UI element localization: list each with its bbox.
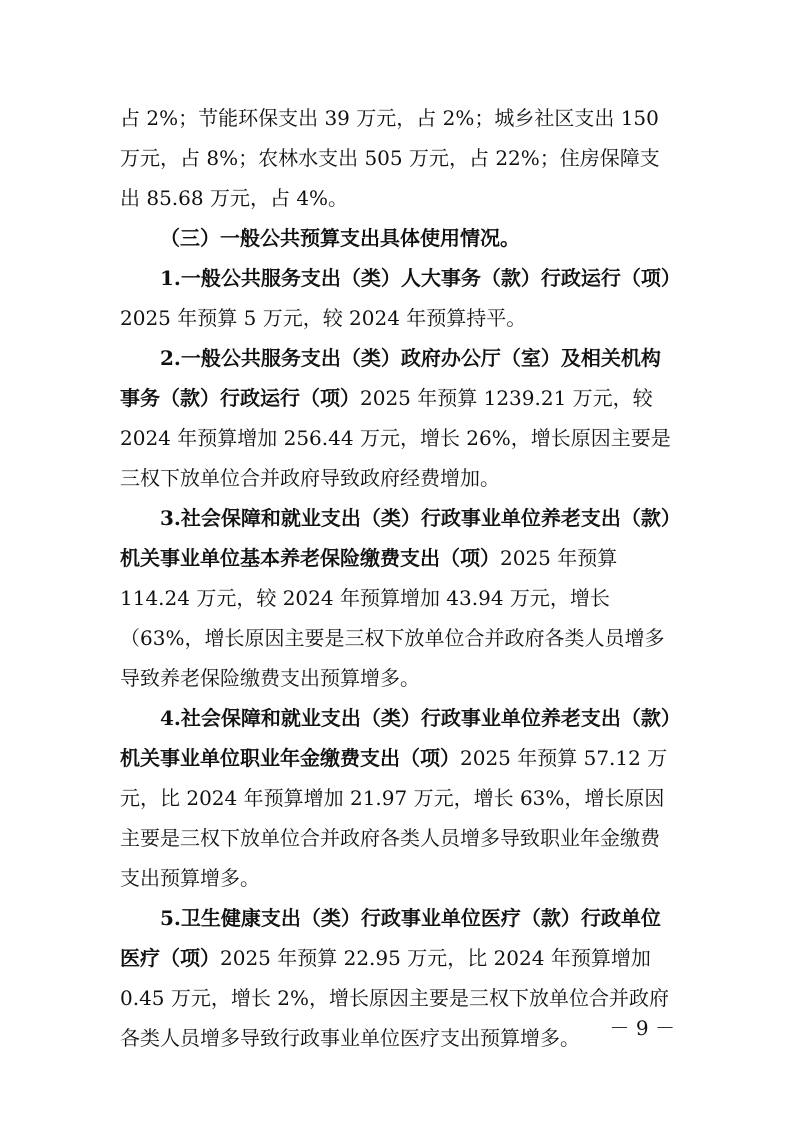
item-4-occupational-annuity (120, 698, 676, 898)
item-1-npc-affairs (120, 258, 681, 338)
item-text: 2025 年预算 1239.21 万元，较 2024 年预算增加 256.44 万元，增长 26%，增长原因主要是三权下放单位合并政府导致政府经费增加。 (120, 386, 671, 490)
paragraph-text: 占 2%；节能环保支出 39 万元，占 2%；城乡社区支出 150 万元，占 8%；农林水支出 505 万元，占 22%；住房保障支出 85.68 万元，占 4%。 (120, 106, 660, 210)
section-heading-text: （三）一般公共预算支出具体使用情况。 (160, 226, 520, 250)
item-heading: 5.卫生健康支出（类）行政事业单位医疗（款）行政单位医疗（项） (120, 906, 661, 970)
item-heading: 4.社会保障和就业支出（类）行政事业单位养老支出（款）机关事业单位职业年金缴费支出（项） (120, 706, 671, 770)
item-2-government-office (120, 338, 676, 498)
item-text: 2025 年预算 5 万元，较 2024 年预算持平。 (120, 306, 527, 330)
item-3-basic-pension-insurance (120, 498, 676, 698)
item-heading: 3.社会保障和就业支出（类）行政事业单位养老支出（款）机关事业单位基本养老保险缴费支出（项） (120, 506, 671, 570)
section-heading-general-budget-usage (120, 218, 676, 258)
paragraph-expenditure-shares (120, 98, 676, 218)
item-text: 2025 年预算 22.95 万元，比 2024 年预算增加 0.45 万元，增长 2%，增长原因主要是三权下放单位合并政府各类人员增多导致行政事业单位医疗支出预算增多。 (120, 946, 669, 1050)
document-body (120, 98, 681, 1058)
item-text: 2025 年预算 57.12 万元，比 2024 年预算增加 21.97 万元，增长 63%，增长原因主要是三权下放单位合并政府各类人员增多导致职业年金缴费支出预算增多。 (120, 746, 668, 890)
item-heading: 1.一般公共服务支出（类）人大事务（款）行政运行（项） (160, 266, 681, 290)
item-text: 2025 年预算 114.24 万元，较 2024 年预算增加 43.94 万元，增长（63%，增长原因主要是三权下放单位合并政府各类人员增多导致养老保险缴费支出预算增多。 (120, 546, 665, 690)
item-5-health-medical (120, 898, 676, 1058)
page-number: － 9 － (609, 1016, 675, 1040)
item-heading: 2.一般公共服务支出（类）政府办公厅（室）及相关机构事务（款）行政运行（项） (120, 346, 661, 410)
